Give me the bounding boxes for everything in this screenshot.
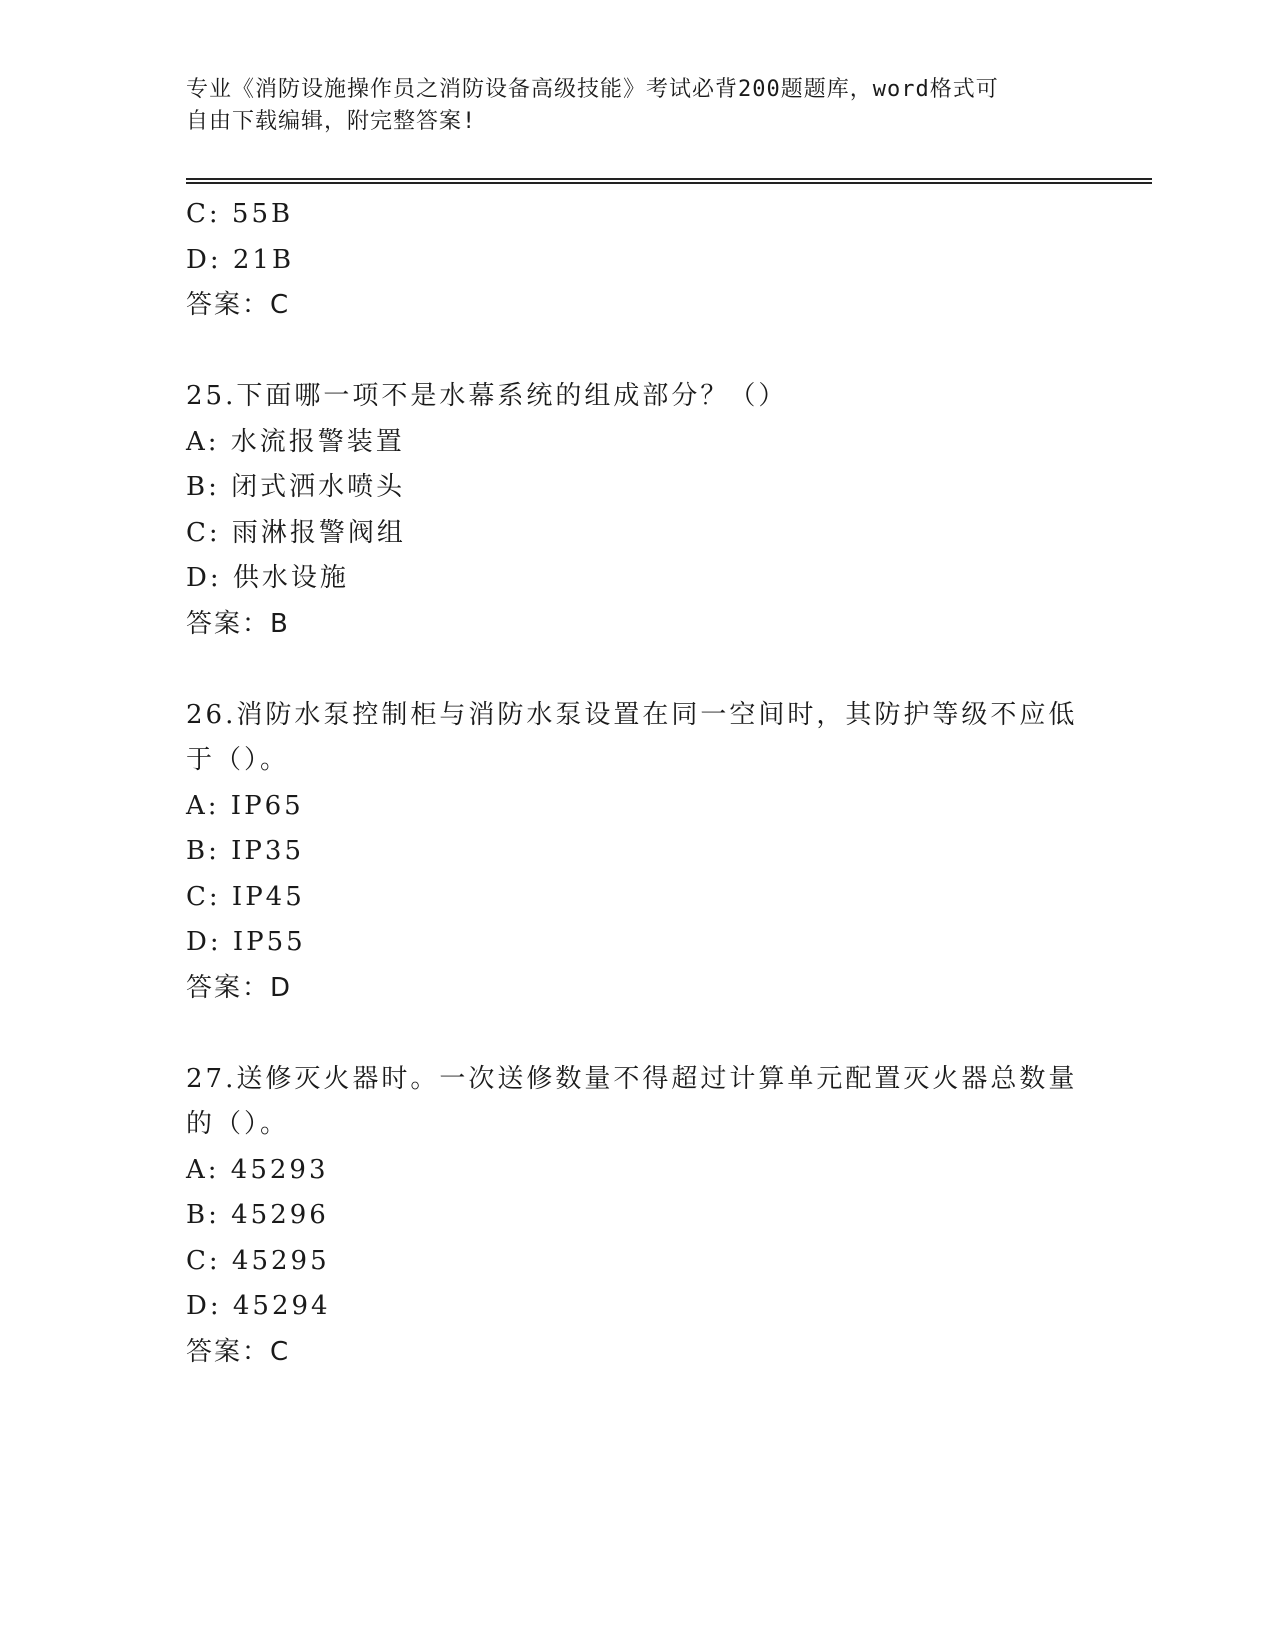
option-b: B: 45296 [186,1200,329,1230]
answer-line: 答案：B [186,608,290,639]
question-text: 25.下面哪一项不是水幕系统的组成部分？（） [186,381,788,411]
option-d: D: 45294 [186,1291,331,1321]
option-b: B: 闭式洒水喷头 [186,472,406,502]
answer-line: 答案：C [186,290,291,320]
option-b: B: IP35 [186,836,304,866]
option-d: D: 21B [186,244,295,275]
question-26 [186,693,1086,1012]
question-text: 27.送修灭火器时。一次送修数量不得超过计算单元配置灭火器总数量的（）。 [186,1063,1078,1139]
option-a: A: 水流报警装置 [186,426,405,457]
spacer [186,1011,1086,1057]
header-line-1: 专业《消防设施操作员之消防设备高级技能》考试必背200题题库，word格式可 [186,77,999,102]
spacer [186,329,1086,375]
header-divider-top [186,178,1152,180]
option-d: D: IP55 [186,927,306,957]
header-divider-bottom [186,182,1152,184]
option-a: A: IP65 [186,790,304,821]
option-c: C: 55B [186,199,294,229]
option-a: A: 45293 [186,1154,329,1185]
option-d: D: 供水设施 [186,563,349,593]
question-text: 26.消防水泵控制柜与消防水泵设置在同一空间时，其防护等级不应低于（）。 [186,699,1078,775]
previous-question-tail [186,192,1086,329]
document-header [186,74,1066,138]
option-c: C: IP45 [186,881,305,912]
question-25 [186,374,1086,647]
option-c: C: 雨淋报警阀组 [186,517,406,548]
option-c: C: 45295 [186,1245,330,1276]
answer-line: 答案：C [186,1336,291,1367]
question-27 [186,1057,1086,1376]
answer-line: 答案：D [186,972,293,1003]
document-body [186,192,1086,1375]
header-line-2: 自由下载编辑，附完整答案! [186,109,477,134]
spacer [186,647,1086,693]
